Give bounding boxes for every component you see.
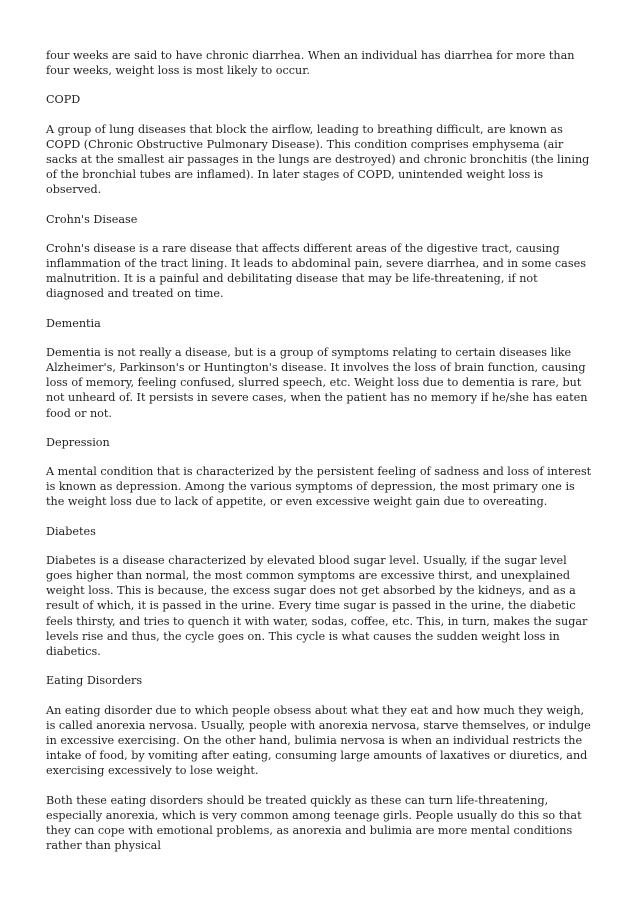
section-heading-eating-disorders: Eating Disorders — [46, 674, 143, 688]
diabetes-paragraph: Diabetes is a disease characterized by elevated blood sugar level. Usually, if the sugar level goes higher than normal, the most common symptoms are excessive thirst, and unexplained weight loss. This is because, the excess sugar does not get absorbed by the kidneys, and as a result of which, it is passed in the urine. Every time sugar is passed in the urine, the diabetic feels thirsty, and tries to quench it with water, sodas, coffee, etc. This, in turn, makes the sugar levels rise and thus, the cycle goes on. This cycle is what causes the sudden weight loss in diabetics. — [46, 553, 588, 659]
intro-paragraph: four weeks are said to have chronic diarrhea. When an individual has diarrhea for more than four weeks, weight loss is most likely to occur. — [46, 49, 575, 78]
depression-paragraph: A mental condition that is characterized by the persistent feeling of sadness and loss of interest is known as depression. Among the various symptoms of depression, the most primary one is the weight loss due to lack of appetite, or even excessive weight gain due to overeating. — [46, 465, 592, 509]
eating-disorders-paragraph: An eating disorder due to which people obsess about what they eat and how much they weigh, is called anorexia nervosa. Usually, people with anorexia nervosa, starve themselves, or indulge in excessive exercising. On the other hand, bulimia nervosa is when an individual restricts the intake of food, by vomiting after eating, consuming large amounts of laxatives or diuretics, and exercising excessively to lose weight. — [46, 703, 591, 778]
section-heading-depression: Depression — [46, 435, 110, 449]
section-heading-crohns: Crohn's Disease — [46, 212, 138, 226]
eating-disorders-followup-paragraph: Both these eating disorders should be treated quickly as these can turn life-threatening, especially anorexia, which is very common among teenage girls. People usually do this so that they can cope with emotional problems, as anorexia and bulimia are more mental conditions rather than physical — [46, 793, 582, 853]
dementia-paragraph: Dementia is not really a disease, but is a group of symptoms relating to certain diseases like Alzheimer's, Parkinson's or Huntington's disease. It involves the loss of brain function, causing loss of memory, feeling confused, slurred speech, etc. Weight loss due to dementia is rare, but not unheard of. It persists in severe cases, when the patient has no memory if he/she has eaten food or not. — [46, 345, 588, 420]
section-heading-copd: COPD — [46, 93, 81, 107]
document-page — [46, 48, 594, 867]
section-heading-dementia: Dementia — [46, 316, 101, 330]
crohns-paragraph: Crohn's disease is a rare disease that affects different areas of the digestive tract, causing inflammation of the tract lining. It leads to abdominal pain, severe diarrhea, and in some cases malnutrition. It is a painful and debilitating disease that may be life-threatening, if not diagnosed and treated on time. — [46, 241, 586, 301]
section-heading-diabetes: Diabetes — [46, 524, 96, 538]
copd-paragraph: A group of lung diseases that block the airflow, leading to breathing difficult, are known as COPD (Chronic Obstructive Pulmonary Disease). This condition comprises emphysema (air sacks at the smallest air passages in the lungs are destroyed) and chronic bronchitis (the lining of the bronchial tubes are inflamed). In later stages of COPD, unintended weight loss is observed. — [46, 122, 590, 197]
